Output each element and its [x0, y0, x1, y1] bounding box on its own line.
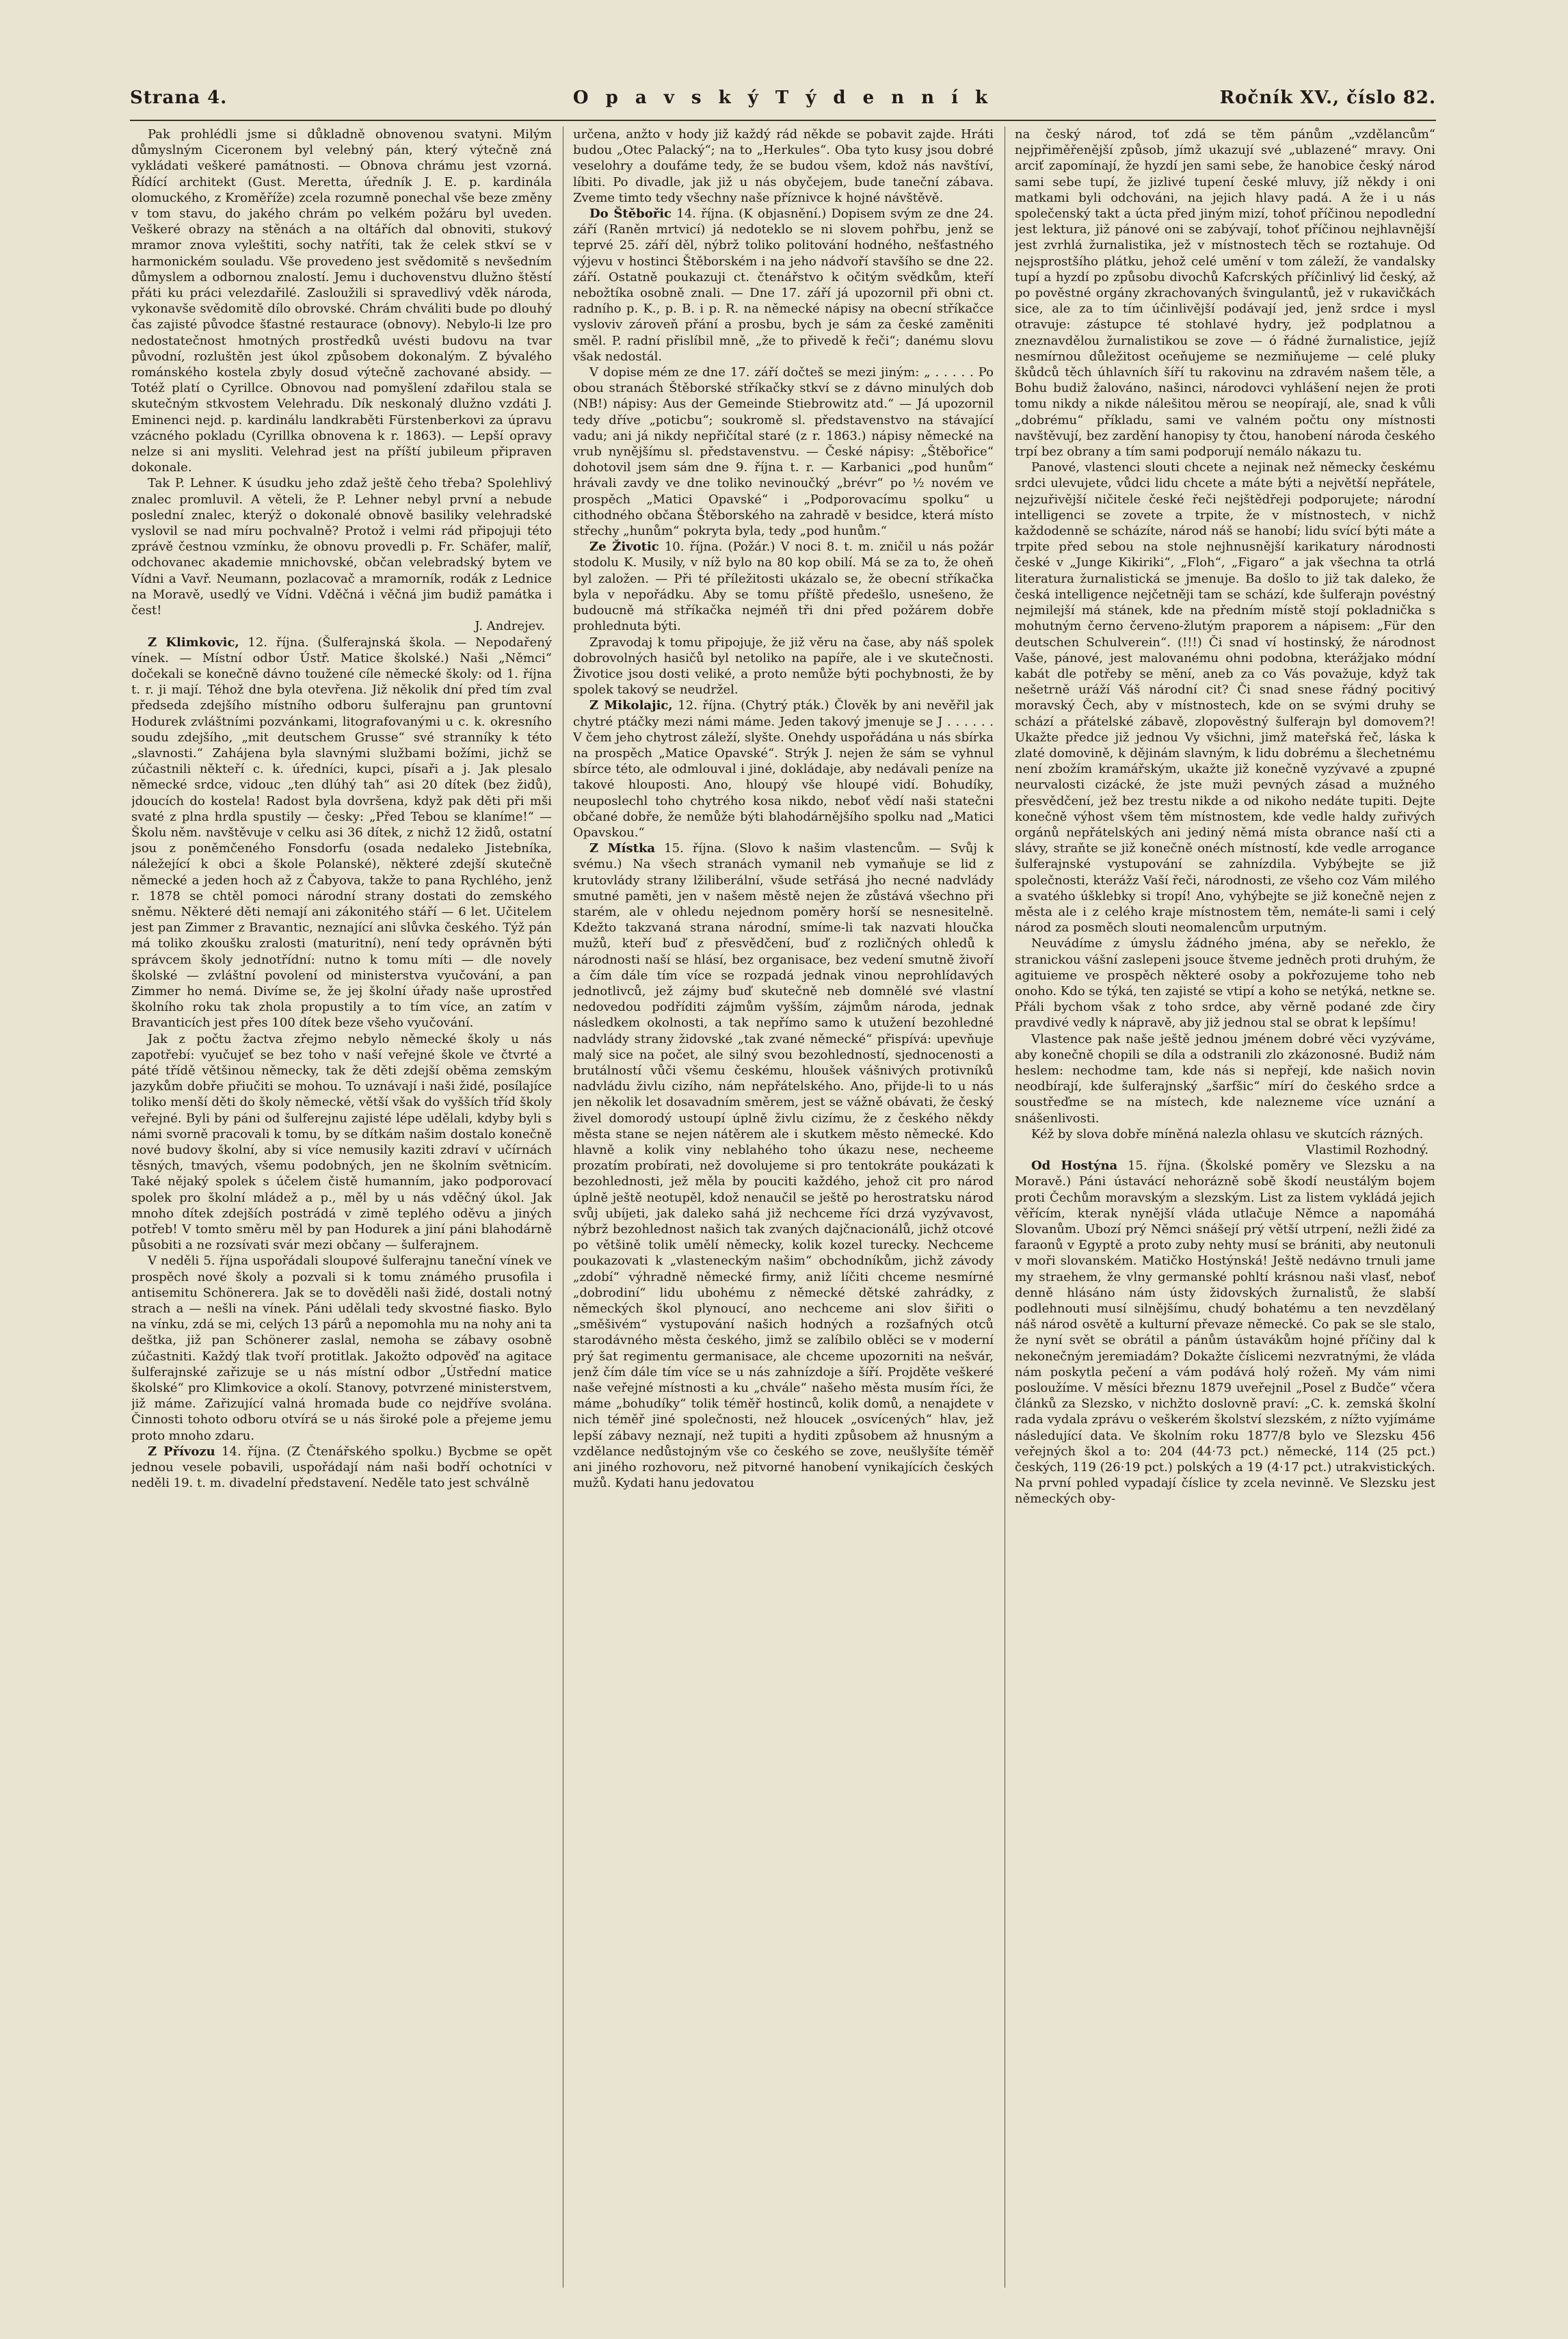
article-text: Neuvádíme z úmyslu žádného jména, aby se neřeklo, že stranickou vášní zaslepeni jsouce štveme jedněch proti druhým, že agituieme ve prospěch některé osoby a pokřozujeme toho neb onoho. Kdo se týká, ten zajisté se vtipí a koho se netýká, netkne se. Přáli bychom však z toho srdce, aby věrně podané zde čiry pravdivé vedly k nápravě, aby již jednou stal se obrat k lepšímu!: [1015, 936, 1435, 1031]
article-dateline: Od Hostýna: [1031, 1159, 1118, 1174]
article-text: určena, anžto v hody již každý rád někde se pobavit zajde. Hráti budou „Otec Palacký“; na to „Herkules“. Oba tyto kusy jsou dobré veselohry a doufáme tedy, že se budou všem, kdož nás navštíví, líbiti. Po divadle, jak již u nás obyčejem, bude taneční zábava. Zveme timto tedy všechny naše příznivce k hojné návštěvě.: [573, 127, 994, 205]
article-paragraph: [1015, 460, 1435, 936]
article-dateline: Do Štěbořic: [589, 207, 672, 222]
article-paragraph: [1015, 1158, 1435, 1507]
article-text: 15. října. (Slovo k našim vlastencům. — Svůj k svému.) Na všech stranách vymanil neb vymaňuje se lid z krutovlády strany lžiliberální, všude setřásá jho necné nadvlády smutné paměti, jen v našem městě nejen že zůstává všechno při starém, ale v ohledu nejednom poměry horší se nesnesitelně. Kdežto takzvaná strana národní, smíme-li tak nazvati hloučka mužů, kteří buď z přesvědčení, buď z rozličných ohledů k národnosti naší se hlásí, bez organisace, bez vedení smutně živoří a čím dále tím více se rozpadá jednak vinou neprohlídavých jednotlivců, jež zájmy buď skutečně neb domnělé své vlastní nedovedou podříditi zájmům vyšším, zájmům národa, jednak následkem okolnosti, a tak nepřímo samo k utužení bezohledné nadvlády strany židovské „tak zvané německé“ přispívá: upevňuje malý sice na počet, ale silný svou bezohledností, sjednocenosti a brutálností vůči všemu českému, hloušek vášnivých protivníků nadvládu živlu cizího, nám nepřátelského. Ano, přijde-li to u nás jen několik let dosavadním směrem, jest se vážně obávati, že český živel domorodý ustoupí úplně živlu cizímu, že z českého někdy města stane se nejen nátěrem ale i skutkem město německé. Kdo hlavně a kolik viny neblahého toho úkazu nese, necheeme prozatím probírati, než dovolujeme si pro tentokráte poukázati k bezohlednosti, jež měla by pouciti každého, jehož cit pro národ úplně ještě neotupěl, kdož nenaučil se ještě po herostratsku národ svůj ubíjeti, jak daleko sahá již nechceme říci drzá vyzývavost, nýbrž bezohlednost našich tak zvaných dajčnacionálů, jichž otcové po většině tolik umělí německy, kolik kozel turecky. Nechceme poukazovati k „vlasteneckým našim“ obchodníkům, jichž závody „zdobí“ výhradně německé firmy, aniž líčiti chceme nesmírné „dobrodiní“ lidu ubohému z německé dětské zahrádky, z německých škol plynoucí, ano nechceme ani slov šiřiti o „směšivém“ vystupování našich hodných a rozšafných otců starodávného města českého, jimž se zalíbilo oblěci se v moderní prý šat regimentu germanisace, ale chceme upozorniti na nešvár, jenž čím dále tím více se u nás zahnízdoje a šíří. Projděte veškeré naše veřejné místnosti a ku „chvále“ našeho města musím říci, že máme „bohudíky“ tolik téměř hostinců, kolik domů, a nenajdete v nich téměř jiné společnosti, než hloucek „osvícených“ hlav, jež lepší zábavy neznají, než tupiti a hyditi způsobem až hnusným a vzdělance nedůstojným vše co českého se zove, neušlyšíte téměř ani jiného rozhovoru, než pitvorné hanobení vynikajících českých mužů. Kydati hanu jedovatou: [573, 841, 994, 1491]
article-paragraph: [131, 1031, 552, 1254]
article-text: Vlastence pak naše ještě jednou jménem dobré věci vyzýváme, aby konečně chopili se díla a odstranili zlo zkázonosné. Budiž nám heslem: nechodme tam, kde nás si nepřejí, kde našich novin neodbírají, kde šulferajnský „šarfšic“ mírí do českého srdce a soustřeďme se na místech, kde nalezneme více uznání a snášenlivosti.: [1015, 1031, 1435, 1126]
article-paragraph: [1015, 127, 1435, 460]
article-paragraph: Pak prohlédli jsme si důkladně obnovenou svatyni. Milým důmyslným Ciceronem byl velebný pán, který výtečně zná vykládati veškeré památnosti. — Obnova chrámu jest vzorná. Řídící architekt (Gust. Meretta, úředník J. E. p. kardinála olomuckého, z Kroměříže) zcela rozumně ponechal vše beze změny v tom stavu, do jakého chrám po velkém požáru byl uveden. Veškeré obrazy na stěnách a na oltářích dal obnoviti, stukový mramor znova vyleštiti, sochy natříti, tak že celek stkví se v harmonickém souladu. Vše provedeno jest svědomitě s nevšedním důmyslem a odbornou znalostí. Jemu i duchovenstvu dlužno štěstí přáti ku práci velezdařilé. Zasloužili si spravedlivý vděk národa, vykonavše svědomitě dílo obrovské. Chrám chváliti bude po dlouhý čas zajisté původce šťastné restaurace (obnovy). Nebylo-li lze pro nedostatečnost hmotných prostředků uvésti budovu na tvar původní, rozluštěn jest úkol způsobem dokonalým. Z bývalého románského kostela zbyly dosud výtečně zachované absidy. — Totéž platí o Cyrillce. Obnovou nad pomyšlení zdařilou stala se skutečným stkvostem Velehradu. Dík neskonalý dlužno vzdáti J. Eminenci nejd. p. kardinálu landkraběti Fürstenberkovi za úpravu vzácného pokladu (Cyrillka obnovena k r. 1863). — Lepší opravy nelze si ani mysliti. Velehrad jest na příští jubileum připraven dokonale.: [131, 127, 552, 475]
article-text: V neděli 5. října uspořádali sloupové šulferajnu taneční vínek ve prospěch nové školy a pozvali si k tomu známého prusofila i antisemitu Schönerera. Jak se to dověděli naši židé, dostali notný strach a — nešli na vínek. Páni udělali tedy skvostné fiasko. Bylo na vínku, zdá se mi, celých 13 párů a nepomohla mu na nohy ani ta deštka, již pan Schönerer zaslal, nemoha se zábavy osobně zúčastniti. Každý tlak tvoří protitlak. Jakožto odpověď na agitace šulferajnské zařizuje se u nás místní odbor „Ústřední matice školské“ pro Klimkovice a okolí. Stanovy, potvrzené ministerstvem, již máme. Zařizující valná hromada bude co nejdříve svolána. Činnosti tohoto odboru otvírá se u nás široké pole a přejeme jemu proto mnoho zdaru.: [131, 1254, 552, 1443]
article-text: 14. října. (K objasnění.) Dopisem svým ze dne 24. září (Raněn mrtvicí) já nedoteklo se ni slovem pohřbu, jenž se teprvé 25. září děl, nýbrž toliko politování hodného, nešťastného výjevu v hostinci Štěborském i na jeho nádvoří stavšího se dne 22. září. Ostatně poukazuji ct. čtenářstvo k očitým svědkům, kteří nebožtíka osobně znali. — Dne 17. září já upozornil při obni ct. radního p. K., p. B. i p. R. na německé nápisy na obecní stříkačce vysloviv zároveň přání a prosbu, bych je sám za české zaměniti směl. P. radní přislíbil mně, „že to přivedě k řeči“; danému slovu však nedostál.: [573, 207, 994, 364]
article-paragraph: [131, 635, 552, 1031]
article-signature: Vlastimil Rozhodný.: [1306, 1143, 1429, 1157]
article-text: 15. října. (Školské poměry ve Slezsku a na Moravě.) Páni ústavácí nehorázně sobě škodí neustálým bojem proti Čechům moravským a slezským. List za listem vykládá jejich věřícím, kterak nynější vláda utlačuje Němce a napomáhá Slovanům. Ubozí prý Němci snášejí prý větší utrpení, nežli židé za faraonů v Egyptě a proto zuby nehty musí se brániti, aby neutonuli v moři slovanském. Matičko Hostýnská! Ještě nedávno trnuli jame my straehem, že vlny germanské pohltí krásnou naši vlasť, neboť denně hlásáno nám ústy židovských žurnalistů, že slabší podlehnouti musí silnějšímu, chudý bohatému a ten nevzdělaný náš národ osvětě a kulturní převaze německé. Co pak se sle stalo, že nyní svět se obrátil a pánům ústavákům hojné příčiny dal k nekonečným jeremiadám? Dokažte číslicemi nezvratnými, že vláda nám poskytla pečení a vám podává holý rožeň. My vám nimi posloužíme. V měsíci březnu 1879 uveřejnil „Posel z Budče“ včera článků za Slezsko, v nichžto doslovně praví: „C. k. zemská školní rada vydala zprávu o veškerém školství slezském, z nížto vyjímáme následující data. Ve školním roku 1877/8 bylo ve Slezsku 456 veřejných škol a to: 204 (44·73 pct.) německé, 114 (25 pct.) českých, 119 (26·19 pct.) polských a 19 (4·17 pct.) utrakvistických. Na první pohled vypadají číslice ty zcela nevinně. Ve Slezsku jest německých oby-: [1015, 1159, 1435, 1507]
article-paragraph: [131, 1253, 552, 1443]
newspaper-title: O p a v s k ý T ý d e n n í k: [572, 88, 994, 108]
article-paragraph: [573, 539, 994, 634]
article-text: 12. října. (Šulferajnská škola. — Nepodařený vínek. — Místní odbor Ústř. Matice školské.) Naši „Němci“ dočekali se konečně dávno toužené cíle německé školy: od 1. října t. r. ji mají. Téhož dne byla otevřena. Již několik dní před tím zval předseda zdejšího místního odboru šulferajnu pan gruntovní Hodurek zvláštními pozvánkami, litografovanými u c. k. okresního soudu zdejšího, „mit deutschem Grusse“ své stranníky k této „slavnosti.“ Zahájena byla slavnými službami božími, jichž se zúčastnili někteří c. k. úředníci, kupci, písaři a j. Jak plesalo německé srdce, vidouc „ten dlúhý tah“ asi 20 dítek (bez židů), jdoucích do kostela! Radost byla dovršena, když pak děti při mši svaté z plna hrdla spustily — česky: „Před Tebou se klaníme!“ — Školu něm. navštěvuje v celku asi 36 dítek, z nichž 12 židů, ostatní jsou z poněmčeného Fonsdorfu (osada nedaleko Jistebníka, náležející k obci a škole Polanské), některé zdejší skutečně německé a jeden hoch až z Čabyova, takže to pana Rychlého, jenž r. 1878 se chtěl pomoci národní strany dostati do zemského sněmu. Některé děti nemají ani zákonitého stáří — 6 let. Učitelem jest pan Zimmer z Bravantic, neznající ani slůvka českého. Týž pán má toliko zkoušku zralosti (maturitní), není tedy oprávněn býti správcem školy jednotřídní: nutno k tomu míti — dle novely školské — zvláštní povolení od ministerstva vyučování, a pan Zimmer ho nemá. Divíme se, že jej školní úřady naše uprostřed školního roku tak zhola propustily a to tím více, an zatím v Bravanticích jest přes 100 dítek beze všeho vyučování.: [131, 635, 552, 1031]
article-text: na český národ, toť zdá se těm pánům „vzdělancům“ nejpřiměřenější způsob, jímž ukazují své „ublazené“ mravy. Oni arciť zapomínají, že hyzdí jen sami sebe, že hanobice český národ sami sebe tupí, že jizlivé tupení české mluvy, jíž někdy i oni matkami byli odchováni, na jejich hlavy padá. A že i u nás společenský takt a úcta před jiným mizí, tohoť příčinou nepodlední jest lektura, již pánové oni se zabývají, tohoť příčinou nejhlavnější jest zvrhlá žurnalistika, jež v místnostech těch se roztahuje. Od nejsprostšího plátku, jehož celé umění v tom záleží, že vandalsky tupí a hyzdí po způsobu divochů Kafcrských příčinlivý lid český, až po pověstné orgány zkrachovaných švingulantů, jež v rukavičkách sice, ale za to tím účinlivější podávají jed, jenž srdce i mysl otravuje: zástupce té stohlavé hydry, jež podplatnou a zneznavdělou žurnalistikou se zove — ó řádné žurnalistice, jejíž nesmírnou důležitost oceňujeme se nezmiňujeme — celé pluky škůdců těch úhlavních šíří tu rakovinu na zdravém našem těle, a Bohu budiž žalováno, našinci, národovci vyhlášení nejen že proti tomu nikdy a nikde nálešitou měrou se neopírají, ale, snad k vůli „dobrému“ příkladu, sami ve valném počtu ony místnosti navštěvují, bez zardění hanopisy ty čtou, hanobení národa českého trpí bez obrany a tím sami podporují nemálo nákazu tu.: [1015, 127, 1435, 460]
article-paragraph: [573, 127, 994, 206]
column-1: [131, 127, 552, 2291]
page-number: Strana 4.: [130, 88, 228, 108]
article-paragraph: [1015, 1031, 1435, 1126]
article-dateline: Ze Životic: [589, 540, 659, 555]
article-paragraph: [573, 635, 994, 698]
issue-number: Ročník XV., číslo 82.: [1219, 88, 1436, 108]
column-2: [573, 127, 994, 2291]
article-paragraph: [131, 1444, 552, 1492]
article-text: Panové, vlastenci slouti chcete a nejinak než německy českému srdci ulevujete, vůdci lidu chcete a máte býti a největší nepřátele, nejzuřivější ničitele české řeči nejštědřeji podporujete; národní intelligenci se zovete a trpite, že v místnostech, v nichž každodenně se scházíte, národ náš se hanobí; lidu svící býti máte a trpite před sebou na stole nejhnusnější karikatury národnosti české v „Junge Kikiriki“, „Floh“, „Figaro“ a jak všechna ta otrlá literatura žurnalistická se jmenuje. Ba došlo to již tak daleko, že česká intelligence nejčetněji tam se schází, kde šulferajn povéstný nejmilejší má stánek, kde na předním místě stojí pokladnička s mohutným černo červeno-žlutým praporem a nápisem: „Für den deutschen Schulverein“. (!!!) Či snad ví hostinský, že národnost Vaše, pánové, jest malovanému ohni podobna, kterážjako módní kabát dle potřeby se mění, aneb za co Vás považuje, když tak nešetrně uráží Váš národní cit? Či snad snese řádný pocitivý moravský Čech, aby v místnostech, kde on se svými druhy se schází a přátelské zábavě, zlopověstný šulferajn byl domovem?! Ukažte předce již jednou Vy všichni, jimž mateřská řeč, láska k zlaté domovině, k dějinám slavným, k lidu dobrému a šlechetnému není zbožím kramářským, ukažte již konečně vyzývavé a zpupné neurvalosti cizácké, že jste muži pevných zásad a mužného přesvědčení, jež bez trestu nikde a od nikoho nedáte tupiti. Dejte konečně výhost všem těm místnostem, kde vedle haldy zuřivých orgánů nepřátelských ani jediný němá místa obrance naší cti a slávy, straňte se již konečně onéch místností, kde vedle arrogance šulferajnské vystupování se zahnízdila. Vybýbejte se již společnosti, kterážz Vaší řeči, národnosti, ze všeho coz Vám milého a svatého úšklebky si tropí! Ano, vyhýbejte se již konečně nejen z města ale i z celého kraje místnostem těm, nemáte-li sami i celý národ za posměch slouti neomalencům urputným.: [1015, 460, 1435, 936]
article-dateline: Z Mikolajic,: [589, 698, 673, 713]
article-text: Jak z počtu žactva zřejmo nebylo německé školy u nás zapotřebí: vyučujeť se bez toho v naší veřejné škole ve čtvrté a páté třídě většinou německy, tak že děti zdejší oběma zemským jazykům dobře přiučiti se mohou. To uznávají i naši židé, posílajíce toliko menší děti do školy německé, větší však do vyšších tříd školy veřejné. Byli by páni od šulferejnu zajisté lépe udělali, kdyby byli s námi svorně pracovali k tomu, by se dítkám našim dostalo konečně nové budovy školní, aby si více nemusily kaziti zdraví v učírnách těsných, tmavých, všemu podobných, jen ne školním světnicím. Také nějaký spolek s účelem čistě humanním, jako podporovací spolek pro školní mládež a p., měl by u nás vděčný úkol. Jak mnoho dítek zdejších postrádá v zimě teplého oděvu a jiných potřeb! V tomto směru měl by pan Hodurek a jiní páni blahodárně působiti a ne rozsívati svár mezi občany — šulferajnem.: [131, 1031, 552, 1253]
article-paragraph: [573, 698, 994, 841]
article-paragraph: [1015, 1126, 1435, 1142]
article-text: V dopise mém ze dne 17. září dočteš se mezi jiným: „ . . . . . Po obou stranách Štěborské stříkačky stkví se z dávno minulých dob (NB!) nápisy: Aus der Gemeinde Stiebrowitz atd.“ — Já upozornil tedy dříve „poticbu“; soukromě sl. představenstvo na stávající vadu; ani já nikdy nepřičítal staré (z r. 1863.) nápisy německé na vrub nynějšímu sl. představenstvu. — České nápisy: „Štěbořice“ dohotovil jsem sám dne 9. října t. r. — Karbanici „pod hunům“ hrávali zavdy ve dne toliko nevinoučký „brévr“ po ½ novém ve prospěch „Matici Opavské“ i „Podporovacímu spolku“ u cithodného občana Štěborského na zahradě v besidce, která místo střechy „hunům“ pokryta byla, tedy „pod hunům.“: [573, 365, 994, 539]
article-paragraph: [573, 365, 994, 539]
article-text: 14. října. (Z Čtenářského spolku.) Bycbme se opět jednou vesele pobavili, uspořádají nám naši bodří ochotníci v neděli 19. t. m. divadelní představení. Neděle tato jest schválně: [131, 1444, 552, 1491]
article-dateline: Z Přívozu: [148, 1444, 215, 1459]
article-paragraph: [573, 206, 994, 365]
header-rule: [130, 120, 1436, 121]
article-text: 12. října. (Chytrý pták.) Člověk by ani nevěřil jak chytré ptáčky mezi námi máme. Jeden takový jmenuje se J . . . . . . V čem jeho chytrost záleží, slyšte. Onehdy uspořádána u nás sbírka na prospěch „Matice Opavské“. Strýk J. nejen že sám se vyhnul sbírce této, ale odmlouval i jiné, dokládaje, aby nedávali peníze na takové hlouposti. Ano, hloupý vše hloupé vidí. Bohudíky, neuposlechl toho chytrého kosa nikdo, neboť vědí naši statečni občané dobře, že nemůže býti blahodárnějšího spolku nad „Matici Opavskou.“: [573, 698, 994, 840]
article-signature: J. Andrejev.: [475, 619, 545, 634]
article-paragraph: Tak P. Lehner. K úsudku jeho zdaž ještě čeho třeba? Spolehlivý znalec promluvil. A věteli, že P. Lehner nebyl první a nebude poslední znalec, kterýž o dokonalé obnově basiliky velehradské vyslovil se nad míru pochvalně? Protož i velmi rád připojuji této zprávě čestnou vzmínku, že obnovu provedli p. Fr. Schäfer, malíř, odchovanec akademie mnichovské, občan velebradský bytem ve Vídni a Vavř. Neumann, pozlacovač a mramorník, rodák z Lednice na Moravě, usedlý ve Vídni. Vděčná i věčná jim budiž památka i čest!: [131, 476, 552, 618]
article-paragraph: [1015, 936, 1435, 1031]
article-text: 10. října. (Požár.) V noci 8. t. m. zničil u nás požár stodolu K. Musily, v níž bylo na 80 kop obilí. Má se za to, že oheň byl založen. — Při té příležitosti ukázalo se, že obecní stříkačka byla v nepořádku. Aby se tomu příště předešlo, usnešeno, že budoucně má stříkačka nejméň tři dni před požárem dobře prohlednuta býti.: [573, 540, 994, 634]
article-dateline: Z Klimkovic,: [148, 635, 239, 650]
article-dateline: Z Místka: [589, 841, 656, 856]
column-3: [1015, 127, 1435, 2291]
article-text: Zpravodaj k tomu připojuje, že již věru na čase, aby náš spolek dobrovolných hasičů byl netoliko na papíře, ale i ve skutečnosti. Životice jsou dosti veliké, a proto nemůže býti pochybnosti, že by spolek takový se neudržel.: [573, 635, 994, 698]
page-header: [130, 81, 1436, 122]
article-text: Kéž by slova dobře míněná nalezla ohlasu ve skutcích rázných.: [1031, 1126, 1424, 1141]
article-paragraph: [573, 841, 994, 1491]
